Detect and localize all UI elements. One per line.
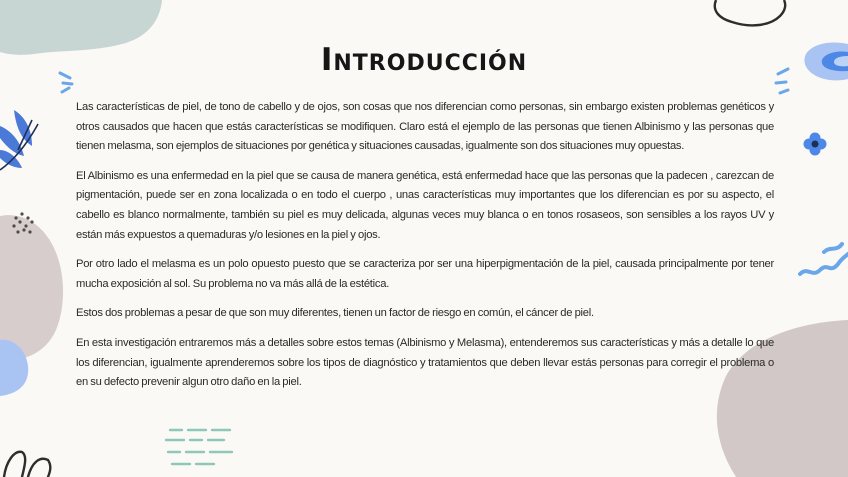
page-title: Introducción [320,42,528,78]
teal-dashes-icon [166,430,232,464]
paragraph-melasma: Por otro lado el melasma es un polo opuesto puesto que se caracteriza por ser una hiperpigmentación de la piel, causada principalmente por tener mucha exposición al sol. Su problema no va más allá de la estética. [76,258,774,290]
flower-icon [804,133,827,156]
scribble-bottom-left-icon [4,452,50,477]
text-body [76,98,774,403]
paragraph-riesgo: Estos dos problemas a pesar de que son muy diferentes, tienen un factor de riesgo en común, el cáncer de piel. [76,307,594,320]
squiggle-right-icon [800,254,848,274]
paragraph-intro: Las características de piel, de tono de cabello y de ojos, son cosas que nos diferencian como personas, sin embargo existen problemas genéticos y otros causados que hacen que estás características se modifiquen. Claro está el ejemplo de las personas que tienen Albinismo y las personas que tienen melasma, son ejemplos de situaciones por genética y situaciones causadas, igualmente son dos situaciones muy opuestas. [76,101,774,153]
squiggle-small-icon [824,244,842,252]
leaf-icon [0,110,32,168]
outlined-oval-top-right-icon [715,0,785,25]
mauve-blob-left [0,215,63,360]
paragraph-albinismo: El Albinismo es una enfermedad en la piel que se causa de manera genética, está enfermedad hace que las personas que la padecen , carezcan de pigmentación, puede ser en zona localizada o en todo el cuerpo , unas características muy importantes que los diferencian es por su aspecto, el cabello es blanco normalmente, también su piel es muy delicada, algunas veces muy blanca o en tonos rosaseos, son sensibles a los rayos UV y están más expuestos a quemaduras y/o lesiones en la piel y ojos. [76,169,774,241]
paragraph-investigacion: En esta investigación entraremos más a detalles sobre estos temas (Albinismo y Melasma), entenderemos sus características y más a detalle lo que los diferencian, igualmente aprenderemos sobre los tipos de diagnóstico y tratamientos que deben llevar estás personas para corregir el problema o en su defecto prevenir algun otro daño en la piel. [76,336,774,389]
